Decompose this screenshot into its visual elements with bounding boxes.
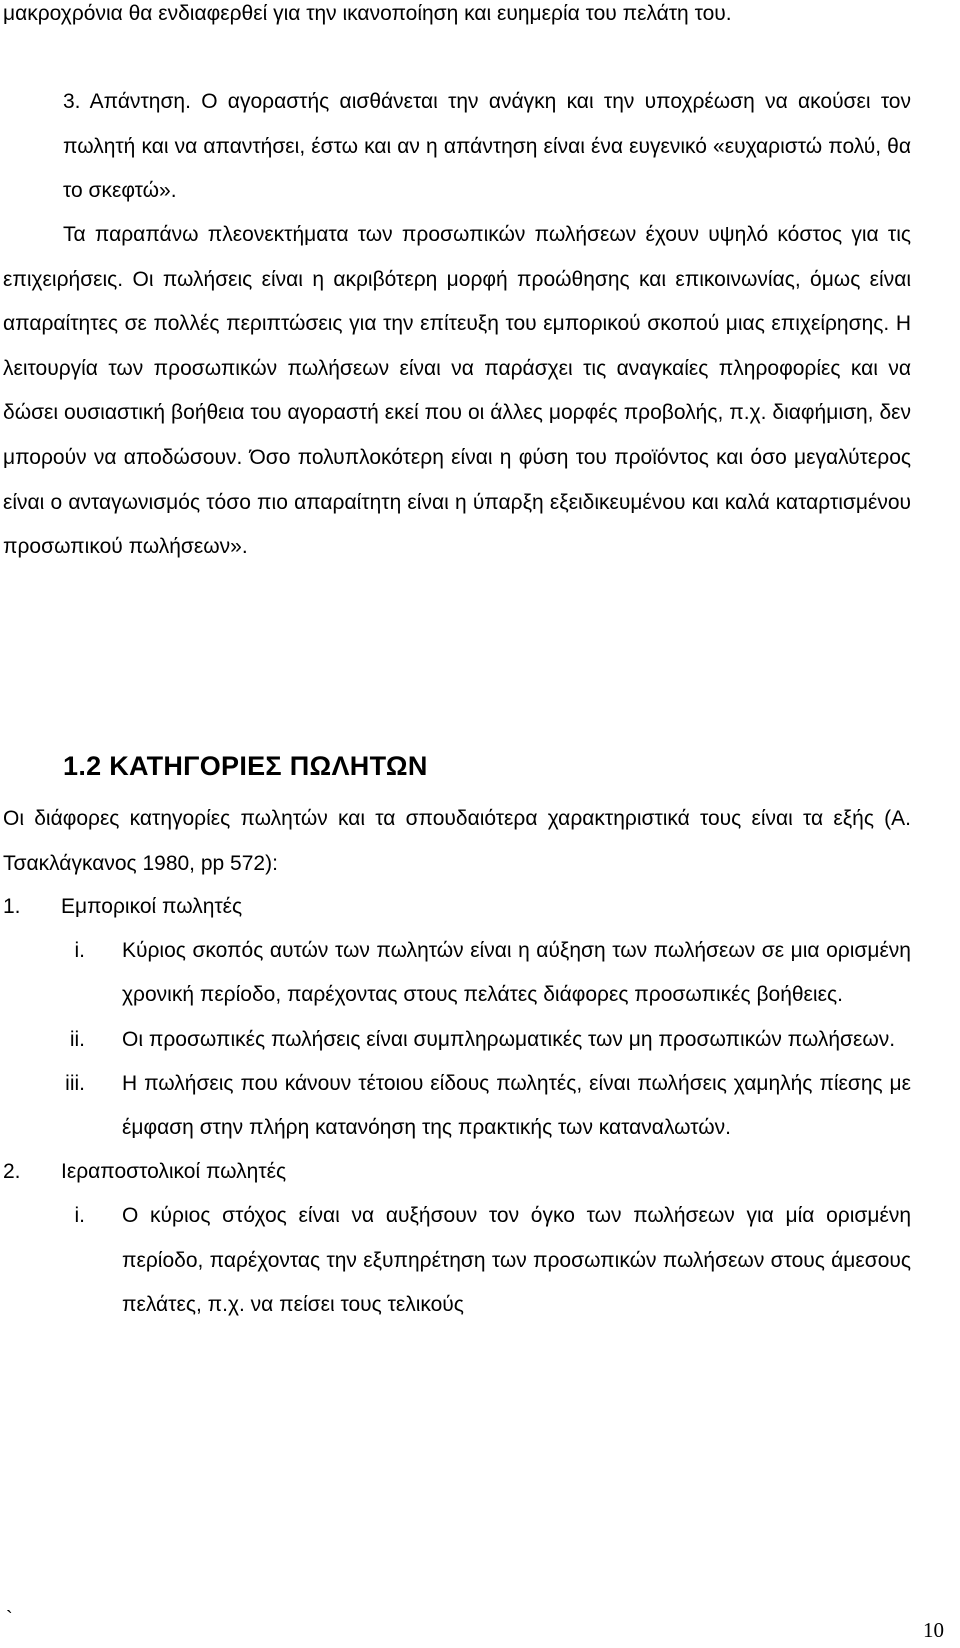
roman-numeral: i. (74, 939, 85, 963)
sub-item (3, 929, 911, 1017)
roman-numeral: iii. (65, 1071, 85, 1095)
category-number: 2. (3, 1160, 21, 1184)
intro-line: μακροχρόνια θα ενδιαφερθεί για την ικανοποίηση και ευημερία του πελάτη του. (3, 2, 732, 25)
intro-continuation (3, 0, 911, 37)
category-title: Ιεραποστολικοί πωλητές (61, 1160, 287, 1184)
sub-item-text: Η πωλήσεις που κάνουν τέτοιου είδους πωλητές, είναι πωλήσεις χαμηλής πίεσης με έμφαση στην πλήρη κατανόηση της πρακτικής των καταναλωτών. (122, 1071, 911, 1140)
section-intro (3, 797, 911, 886)
category-list (3, 885, 911, 1327)
section-heading: 1.2 ΚΑΤΗΓΟΡΙΕΣ ΠΩΛΗΤΩΝ (63, 751, 428, 781)
body-paragraph (3, 213, 911, 570)
category-item (3, 885, 911, 929)
paragraph-text: Τα παραπάνω πλεονεκτήματα των προσωπικών πωλήσεων έχουν υψηλό κόστος για τις επιχειρήσεις. Οι πωλήσεις είναι η ακριβότερη μορφή προώθησης και επικοινωνίας, όμως είναι απαραίτητες σε πολλές περιπτώσεις για την επίτευξη του εμπορικού σκοπού μιας επιχείρησης. Η λειτουργία των προσωπικών πωλήσεων είναι να παράσχει τις αναγκαίες πληροφορίες και να δώσει ουσιαστική βοήθεια του αγοραστή εκεί που οι άλλες μορφές προβολής, π.χ. διαφήμιση, δεν μπορούν να αποδώσουν. Όσο πολυπλοκότερη είναι η φύση του προϊόντος και όσο μεγαλύτερος είναι ο ανταγωνισμός τόσο πιο απαραίτητη είναι η ύπαρξη εξειδικευμένου και καλά καταρτισμένου προσωπικού πωλήσεων». (3, 223, 911, 559)
category-number: 1. (3, 895, 21, 918)
point-3-text: 3. Απάντηση. Ο αγοραστής αισθάνεται την ανάγκη και την υποχρέωση να ακούσει τον πωλητή και να απαντήσει, έστω και αν η απάντηση είναι ένα ευγενικό «ευχαριστώ πολύ, θα το σκεφτώ». (63, 90, 911, 203)
numbered-point-3 (3, 80, 911, 214)
sub-item (3, 1018, 911, 1062)
roman-numeral: i. (74, 1204, 85, 1228)
sub-item (3, 1062, 911, 1150)
category-title: Εμπορικοί πωλητές (61, 895, 243, 918)
section-intro-text: Οι διάφορες κατηγορίες πωλητών και τα σπουδαιότερα χαρακτηριστικά τους είναι τα εξής (Α. Τσακλάγκανος 1980, pp 572): (3, 807, 911, 875)
footer-mark: ` (6, 1608, 13, 1630)
page-number: 10 (923, 1618, 944, 1642)
sub-item (3, 1194, 911, 1327)
category-item (3, 1150, 911, 1194)
roman-numeral: ii. (69, 1027, 85, 1051)
sub-item-text: Ο κύριος στόχος είναι να αυξήσουν τον όγκο των πωλήσεων για μία ορισμένη περίοδο, παρέχοντας την εξυπηρέτηση των προσωπικών πωλήσεων στους άμεσους πελάτες, π.χ. να πείσει τους τελικούς (122, 1204, 911, 1316)
sub-item-text: Οι προσωπικές πωλήσεις είναι συμπληρωματικές των μη προσωπικών πωλήσεων. (122, 1027, 896, 1051)
sub-item-text: Κύριος σκοπός αυτών των πωλητών είναι η αύξηση των πωλήσεων σε μια ορισμένη χρονική περίοδο, παρέχοντας στους πελάτες διάφορες προσωπικές βοήθειες. (122, 939, 911, 1007)
